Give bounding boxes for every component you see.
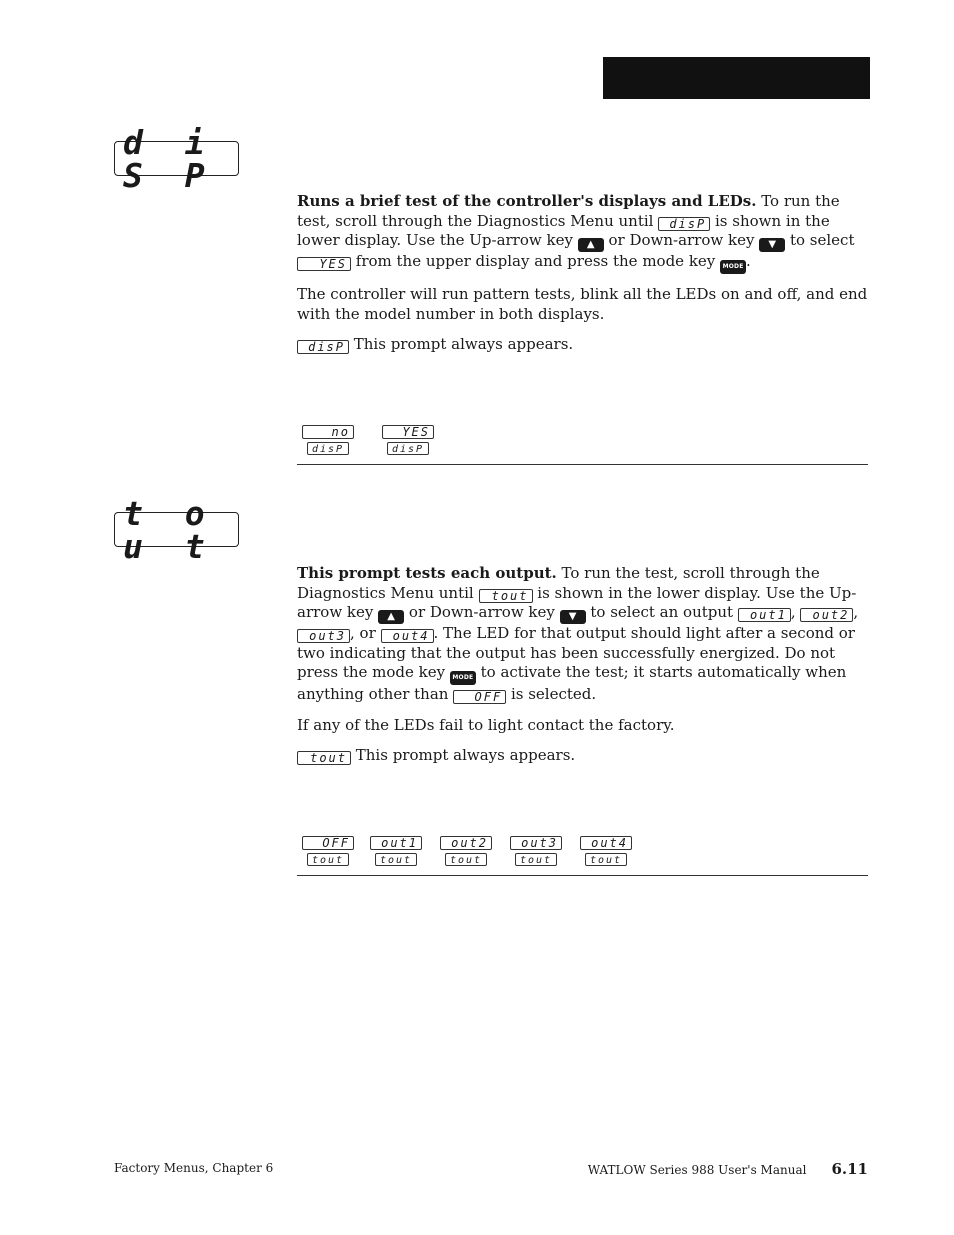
lcd-off: OFF xyxy=(453,690,506,704)
lcd-yes: YES xyxy=(297,257,351,271)
setting-upper: YES xyxy=(382,425,434,439)
lcd-disp: disP xyxy=(658,217,710,231)
setting-lower: tout xyxy=(445,853,487,866)
setting-option xyxy=(368,836,424,866)
setting-lower: disP xyxy=(307,442,349,455)
setting-upper: no xyxy=(302,425,354,439)
tout-section xyxy=(297,564,868,777)
tout-prompt-display: t o u t xyxy=(114,512,239,547)
setting-upper: out4 xyxy=(580,836,632,850)
setting-lower: tout xyxy=(515,853,557,866)
setting-lower: tout xyxy=(307,853,349,866)
tout-description: This prompt tests each output. To run the test, scroll through the Diagnostics Menu until tout is shown in the lower display. Use the Up-arrow key ▲ or Down-arrow key ▼ to select an output out1 , out2 , out3 , or out4 . The LED for that output should light after a second or two indicating that the output has been successfully energized. Do not press the mode key MODE to activate the test; it starts automatically when anything other than OFF is selected. xyxy=(297,564,859,704)
setting-lower: disP xyxy=(387,442,429,455)
up-arrow-key-icon: ▲ xyxy=(578,238,604,252)
disp-para2: The controller will run pattern tests, blink all the LEDs on and off, and end with the model number in both displays. xyxy=(297,285,868,323)
setting-option xyxy=(438,836,494,866)
footer-manual-title: WATLOW Series 988 User's Manual xyxy=(587,1163,807,1177)
lcd-out1: out1 xyxy=(738,608,791,622)
header-bar xyxy=(603,57,870,99)
lcd-out4: out4 xyxy=(381,629,434,643)
disp-settings-row xyxy=(300,425,436,455)
setting-lower: tout xyxy=(585,853,627,866)
setting-upper: out1 xyxy=(370,836,422,850)
mode-key-icon: MODE xyxy=(450,671,476,685)
section-divider xyxy=(297,464,868,465)
setting-option xyxy=(578,836,634,866)
setting-option xyxy=(300,836,356,866)
setting-upper: out2 xyxy=(440,836,492,850)
lcd-tout: tout xyxy=(479,589,533,603)
section-divider xyxy=(297,875,868,876)
down-arrow-key-icon: ▼ xyxy=(759,238,785,252)
tout-para2: If any of the LEDs fail to light contact the factory. xyxy=(297,715,675,734)
up-arrow-key-icon: ▲ xyxy=(378,610,404,624)
disp-prompt-display: d i S P xyxy=(114,141,239,176)
disp-description: Runs a brief test of the controller's displays and LEDs. To run the test, scroll through the Diagnostics Menu until disP is shown in the lower display. Use the Up-arrow key ▲ or Down-arrow key ▼ to select YES from the upper display and press the mode key MODE . xyxy=(297,192,868,274)
tout-appears: tout This prompt always appears. xyxy=(297,746,868,766)
down-arrow-key-icon: ▼ xyxy=(560,610,586,624)
setting-option xyxy=(300,425,356,455)
setting-lower: tout xyxy=(375,853,417,866)
tout-settings-row xyxy=(300,836,634,866)
mode-key-icon: MODE xyxy=(720,260,746,274)
lcd-out2: out2 xyxy=(800,608,853,622)
lcd-tout: tout xyxy=(297,751,351,765)
setting-option xyxy=(508,836,564,866)
page-number: 6.11 xyxy=(831,1160,868,1178)
disp-appears: disP This prompt always appears. xyxy=(297,335,868,355)
disp-section xyxy=(297,192,868,366)
disp-lead: Runs a brief test of the controller's displays and LEDs. xyxy=(297,192,757,210)
setting-upper: out3 xyxy=(510,836,562,850)
footer-chapter: Factory Menus, Chapter 6 xyxy=(114,1161,274,1175)
footer-manual xyxy=(588,1160,868,1178)
lcd-disp: disP xyxy=(297,340,349,354)
setting-upper: OFF xyxy=(302,836,354,850)
lcd-out3: out3 xyxy=(297,629,350,643)
setting-option xyxy=(380,425,436,455)
tout-lead: This prompt tests each output. xyxy=(297,564,557,582)
